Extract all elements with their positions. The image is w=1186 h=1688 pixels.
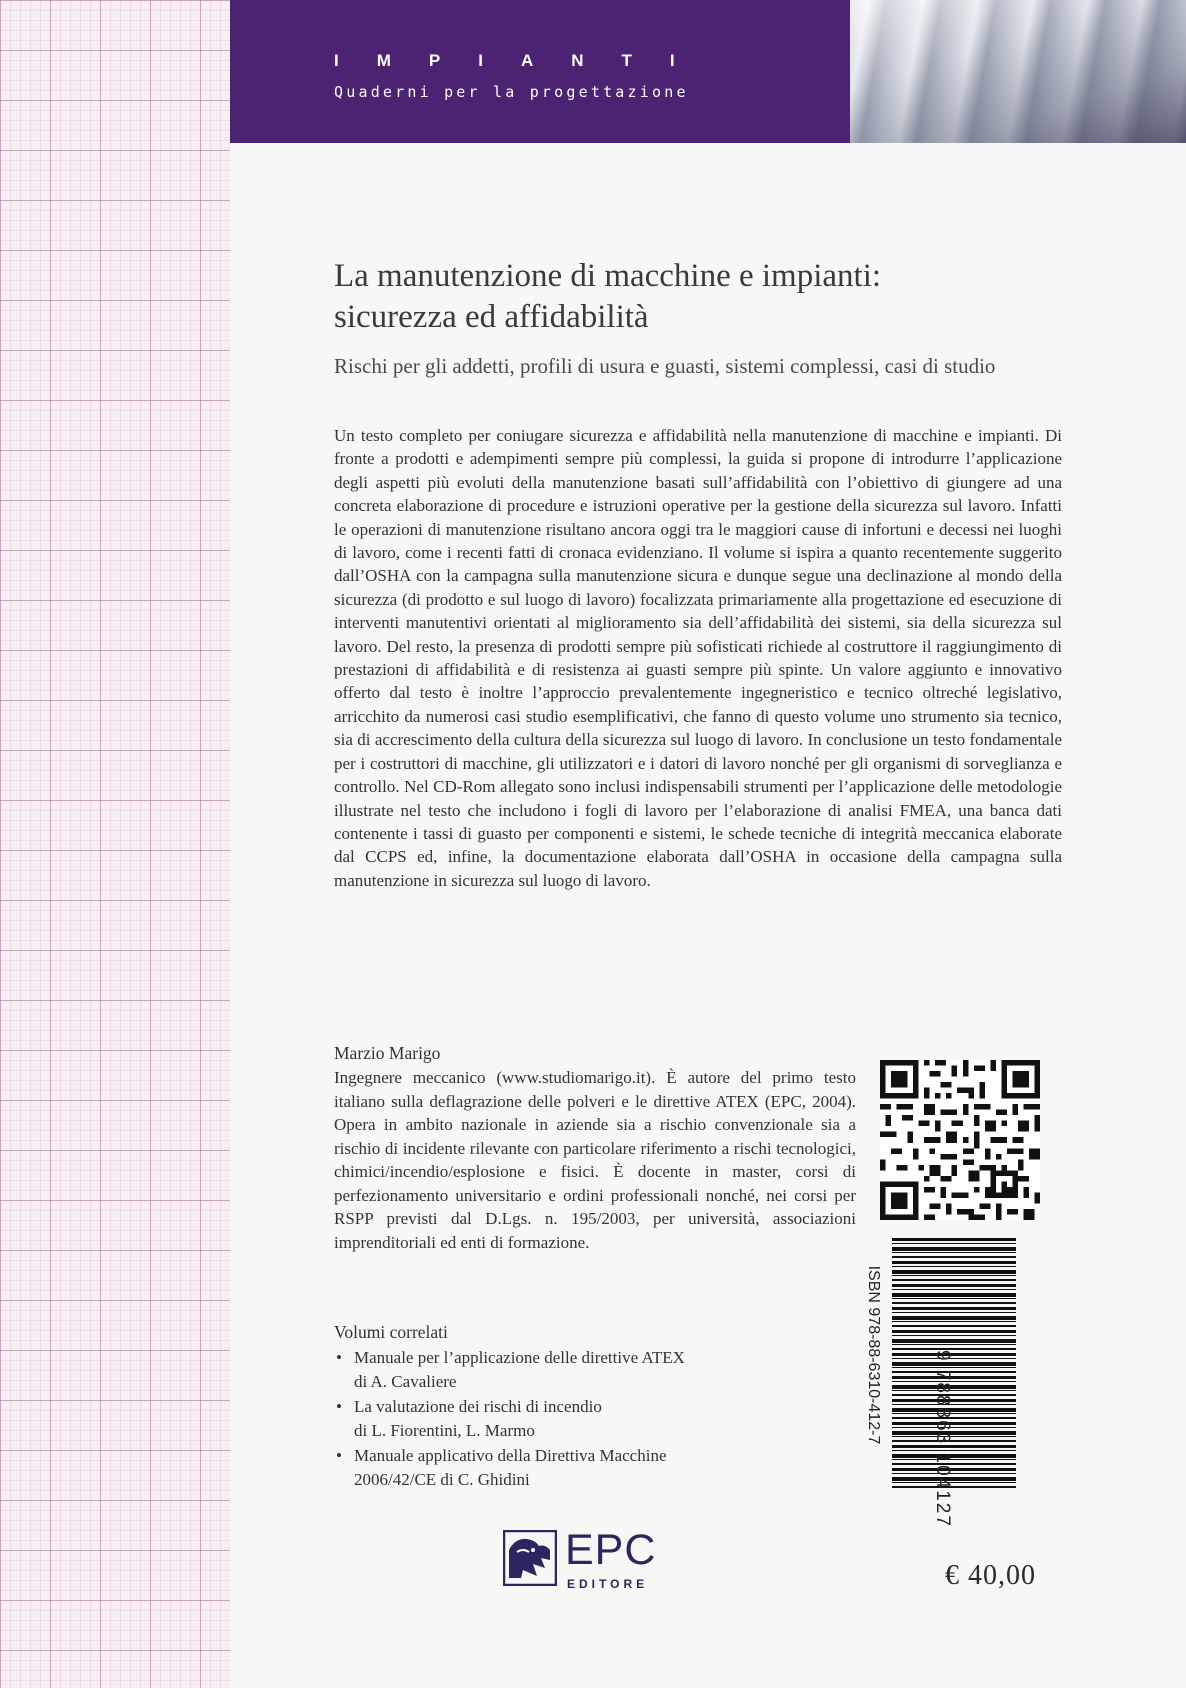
author-name: Marzio Marigo [334,1043,441,1063]
book-subtitle: Rischi per gli addetti, profili di usura e guasti, sistemi complessi, casi di studio [334,354,996,378]
related-title: Manuale per l’applicazione delle direttive ATEX [354,1348,685,1367]
related-author: di A. Cavaliere [354,1371,457,1391]
isbn-digits: 9 788863 104127 [932,1350,953,1528]
related-author: di L. Fiorentini, L. Marmo [354,1420,535,1440]
publisher-name: EPC [565,1526,657,1574]
related-volumes-heading: Volumi correlati [334,1322,448,1342]
series-title: IMPIANTI [334,51,713,70]
book-blurb: Un testo completo per coniugare sicurezza e affidabilità nella manutenzione di macchine e impianti. Di fronte a prodotti e adempimenti sempre più complessi, la guida si propone di introdurre l’applicazione degli aspetti più evoluti della manutenzione basati sull’affidabilità con l’obiettivo di giungere ad una concreta elaborazione di procedure e istruzioni operative per la gestione della sicurezza sul lavoro. Infatti le operazioni di manutenzione risultano ancora oggi tra le maggiori cause di infortuni e decessi nei luoghi di lavoro, come i recenti fatti di cronaca evidenziano. Il volume si ispira a quanto recentemente suggerito dall’OSHA con la campagna sulla manutenzione sicura e dunque segue una declinazione al mondo della sicurezza (di prodotto e sul luogo di lavoro) focalizzata primariamente alla progettazione ed esecuzione di interventi manutentivi orientati al miglioramento sia dell’affidabilità dei sistemi, sia della sicurezza sul lavoro. Del resto, la presenza di prodotti sempre più sofisticati richiede al costruttore il raggiungimento di prestazioni di affidabilità e di resistenza ai guasti sempre più spinte. Un valore aggiunto e innovativo offerto dal testo è inoltre l’approccio prevalentemente ingegneristico e tecnico oltreché legislativo, arricchito da numerosi casi studio esemplificativi, che fanno di questo volume uno strumento sia tecnico, sia di accrescimento della cultura della sicurezza sul luogo di lavoro. In conclusione un testo fondamentale per i costruttori di macchine, gli utilizzatori e i datori di lavoro nonché per gli organismi di sorveglianza e controllo. Nel CD-Rom allegato sono inclusi indispensabili strumenti per l’applicazione delle metodologie illustrate nel testo che includono i fogli di lavoro per l’elaborazione di analisi FMEA, una banca dati contenente i tassi di guasto per componenti e sistemi, le schede tecniche di integrità meccanica elaborate dal CCPS ed, infine, la documentazione elaborata dall’OSHA in occasione della campagna sulla manutenzione in sicurezza sul luogo di lavoro. [334,426,1062,890]
list-item [334,1444,854,1491]
qr-code-icon [880,1060,1040,1220]
related-author: 2006/42/CE di C. Ghidini [354,1469,530,1489]
series-header [230,0,1186,143]
related-title: La valutazione dei rischi di incendio [354,1397,602,1416]
isbn-label: ISBN 978-88-6310-412-7 [865,1265,882,1445]
epc-lion-logo-icon [503,1530,557,1586]
price: € 40,00 [945,1560,1036,1591]
publisher-logo [503,1526,703,1596]
publisher-sub: EDITORE [567,1577,649,1591]
book-title [334,256,1062,338]
list-item [334,1346,854,1393]
author-bio: Ingegnere meccanico (www.studiomarigo.it). È autore del primo testo italiano sulla deflagrazione delle polveri e le direttive ATEX (EPC, 2004). Opera in ambito nazionale in aziende sia a rischio convenzionale sia a rischio di incidente rilevante con particolare riferimento a rischi tecnologici, chimici/incendio/esplosione e fisici. È docente in master, corsi di perfezionamento universitario e ordini professionali nonché, nei corsi per RSPP previsti dal D.Lgs. n. 195/2003, per università, associazioni imprenditoriali ed enti di formazione. [334,1068,856,1252]
back-cover [230,0,1186,1688]
graph-paper-strip [0,0,230,1688]
book-title-line1: La manutenzione di macchine e impianti: [334,258,882,294]
list-item [334,1395,854,1442]
barcode-icon [892,1238,1016,1490]
related-volumes-list [334,1346,854,1493]
series-subtitle: Quaderni per la progettazione [334,83,689,101]
book-title-line2: sicurezza ed affidabilità [334,299,649,335]
related-title: Manuale applicativo della Direttiva Macchine [354,1446,667,1465]
isbn-barcode [858,1238,1016,1528]
header-photo-pipes [850,0,1186,143]
